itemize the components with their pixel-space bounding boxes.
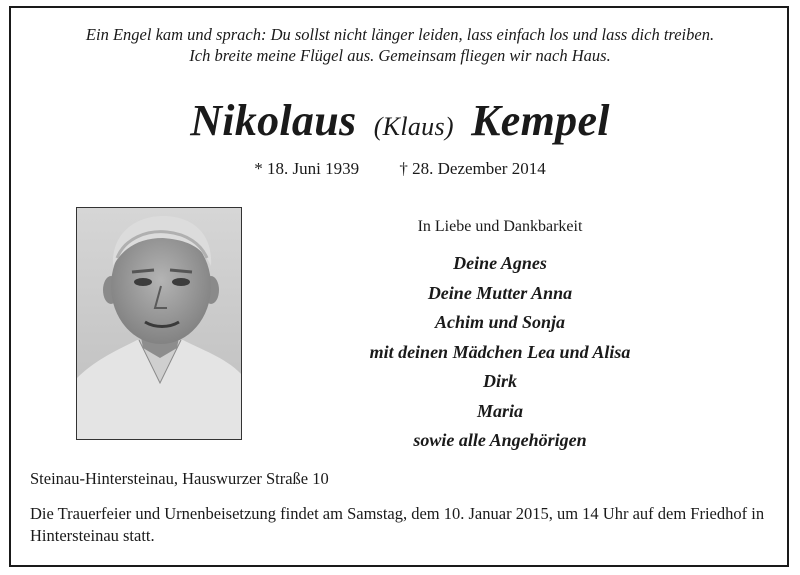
birth-date: * 18. Juni 1939 xyxy=(254,159,360,178)
deceased-name xyxy=(0,90,800,158)
mourner-name: sowie alle Angehörigen xyxy=(413,430,587,450)
last-name: Kempel xyxy=(471,96,610,145)
family-address: Steinau-Hintersteinau, Hauswurzer Straße 10 xyxy=(30,469,329,488)
life-dates xyxy=(0,158,800,180)
portrait-image xyxy=(77,208,242,440)
poem-line: Ich breite meine Flügel aus. Gemeinsam fliegen wir nach Haus. xyxy=(189,46,611,65)
mourner-name: Maria xyxy=(476,400,523,421)
mourner-name: Deine Mutter Anna xyxy=(427,282,573,303)
portrait-photo xyxy=(76,207,242,440)
mourner-name: Achim und Sonja xyxy=(434,312,566,332)
mourner-name: Deine Agnes xyxy=(453,253,547,273)
death-date: † 28. Dezember 2014 xyxy=(399,159,546,178)
mourners-intro: In Liebe und Dankbarkeit xyxy=(417,218,583,235)
mourners-list xyxy=(300,249,700,456)
mourner-name: mit deinen Mädchen Lea und Alisa xyxy=(369,341,631,362)
memorial-poem xyxy=(0,24,800,66)
ceremony-details: Die Trauerfeier und Urnenbeisetzung findet am Samstag, dem 10. Januar 2015, um 14 Uhr auf dem Friedhof in Hintersteinau statt. xyxy=(30,504,765,545)
poem-line: Ein Engel kam und sprach: Du sollst nicht länger leiden, lass einfach los und lass dich treiben. xyxy=(85,25,715,44)
first-name: Nikolaus xyxy=(190,96,357,145)
mourner-name: Dirk xyxy=(482,371,517,391)
nickname: (Klaus) xyxy=(373,112,454,141)
